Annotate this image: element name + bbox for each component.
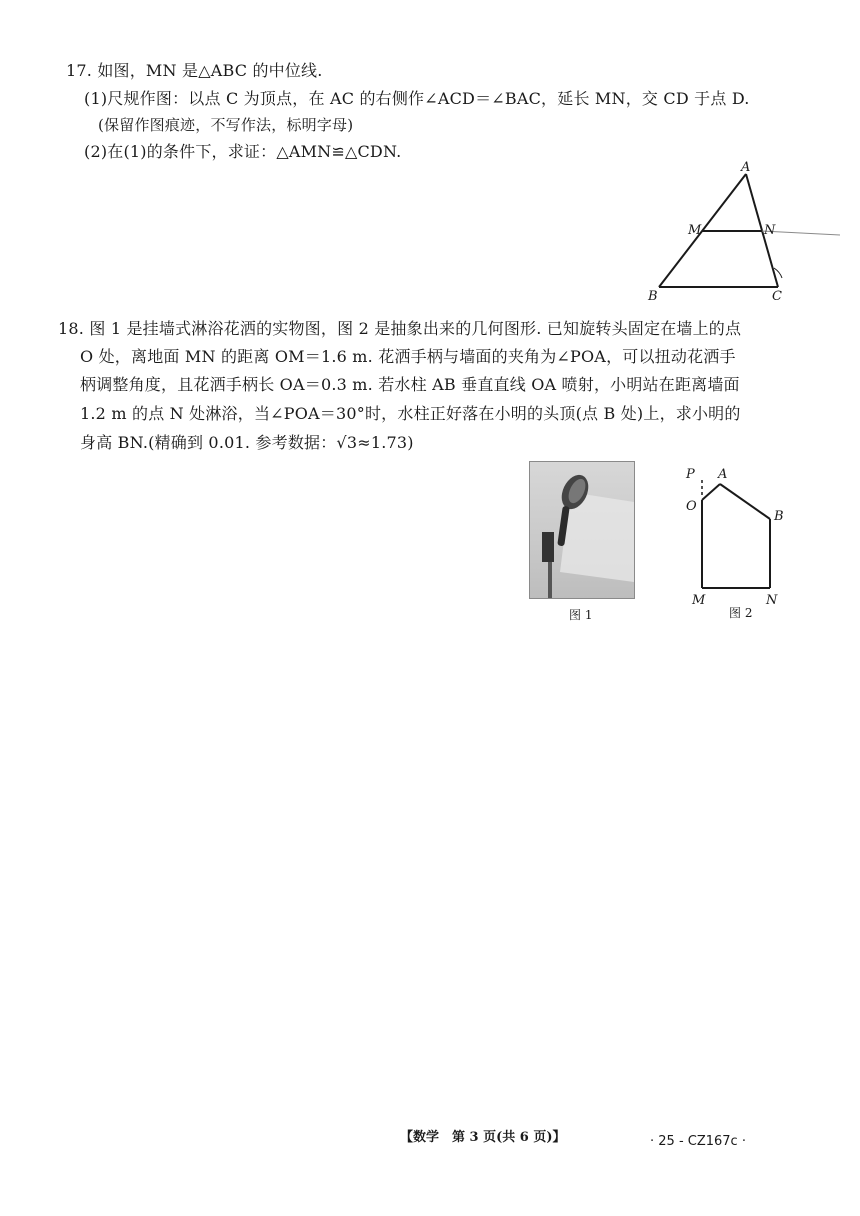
label-p: P	[686, 467, 695, 482]
label-b: B	[774, 509, 784, 524]
q18-line-4: 1.2 m 的点 N 处淋浴，当∠POA＝30°时，水柱正好落在小明的头顶(点 B 处)上，求小明的	[80, 404, 741, 423]
page-footer-code: · 25 - CZ167c ·	[650, 1134, 746, 1149]
q17-line-1: 17. 如图，MN 是△ABC 的中位线.	[66, 61, 323, 80]
page-footer-subject: 【数学 第 3 页(共 6 页)】	[400, 1130, 566, 1145]
shower-photo	[529, 461, 635, 599]
label-a: A	[718, 467, 728, 482]
fig1-caption: 图 1	[569, 608, 593, 622]
q17-line-2: (1)尺规作图：以点 C 为顶点，在 AC 的右侧作∠ACD＝∠BAC，延长 MN，交 CD 于点 D.	[84, 89, 750, 108]
label-c: C	[772, 289, 782, 304]
water-ab	[720, 484, 770, 519]
q17-line-3: (保留作图痕迹，不写作法，标明字母)	[98, 116, 354, 134]
q18-line-3: 柄调整角度，且花洒手柄长 OA＝0.3 m. 若水柱 AB 垂直直线 OA 喷射，小明站在距离墙面	[80, 375, 740, 394]
q18-geometry-figure	[680, 462, 790, 610]
label-a: A	[741, 160, 751, 175]
label-n: N	[766, 593, 778, 608]
q18-line-5: 身高 BN.(精确到 0.01. 参考数据：√3≈1.73)	[80, 433, 414, 452]
label-o: O	[686, 499, 697, 514]
q17-triangle-figure	[640, 160, 840, 305]
fig2-caption: 图 2	[729, 606, 753, 620]
label-m: M	[688, 223, 702, 238]
label-n: N	[764, 223, 776, 238]
q18-line-2: O 处，离地面 MN 的距离 OM＝1.6 m. 花洒手柄与墙面的夹角为∠POA，可以扭动花洒手	[80, 347, 736, 366]
handle-oa	[702, 484, 720, 500]
shower-head-icon	[530, 462, 634, 598]
label-b: B	[648, 289, 658, 304]
label-m: M	[692, 593, 706, 608]
q18-line-1: 18. 图 1 是挂墙式淋浴花洒的实物图，图 2 是抽象出来的几何图形. 已知旋转头固定在墙上的点	[58, 319, 742, 338]
q17-line-4: (2)在(1)的条件下，求证：△AMN≌△CDN.	[84, 142, 402, 161]
